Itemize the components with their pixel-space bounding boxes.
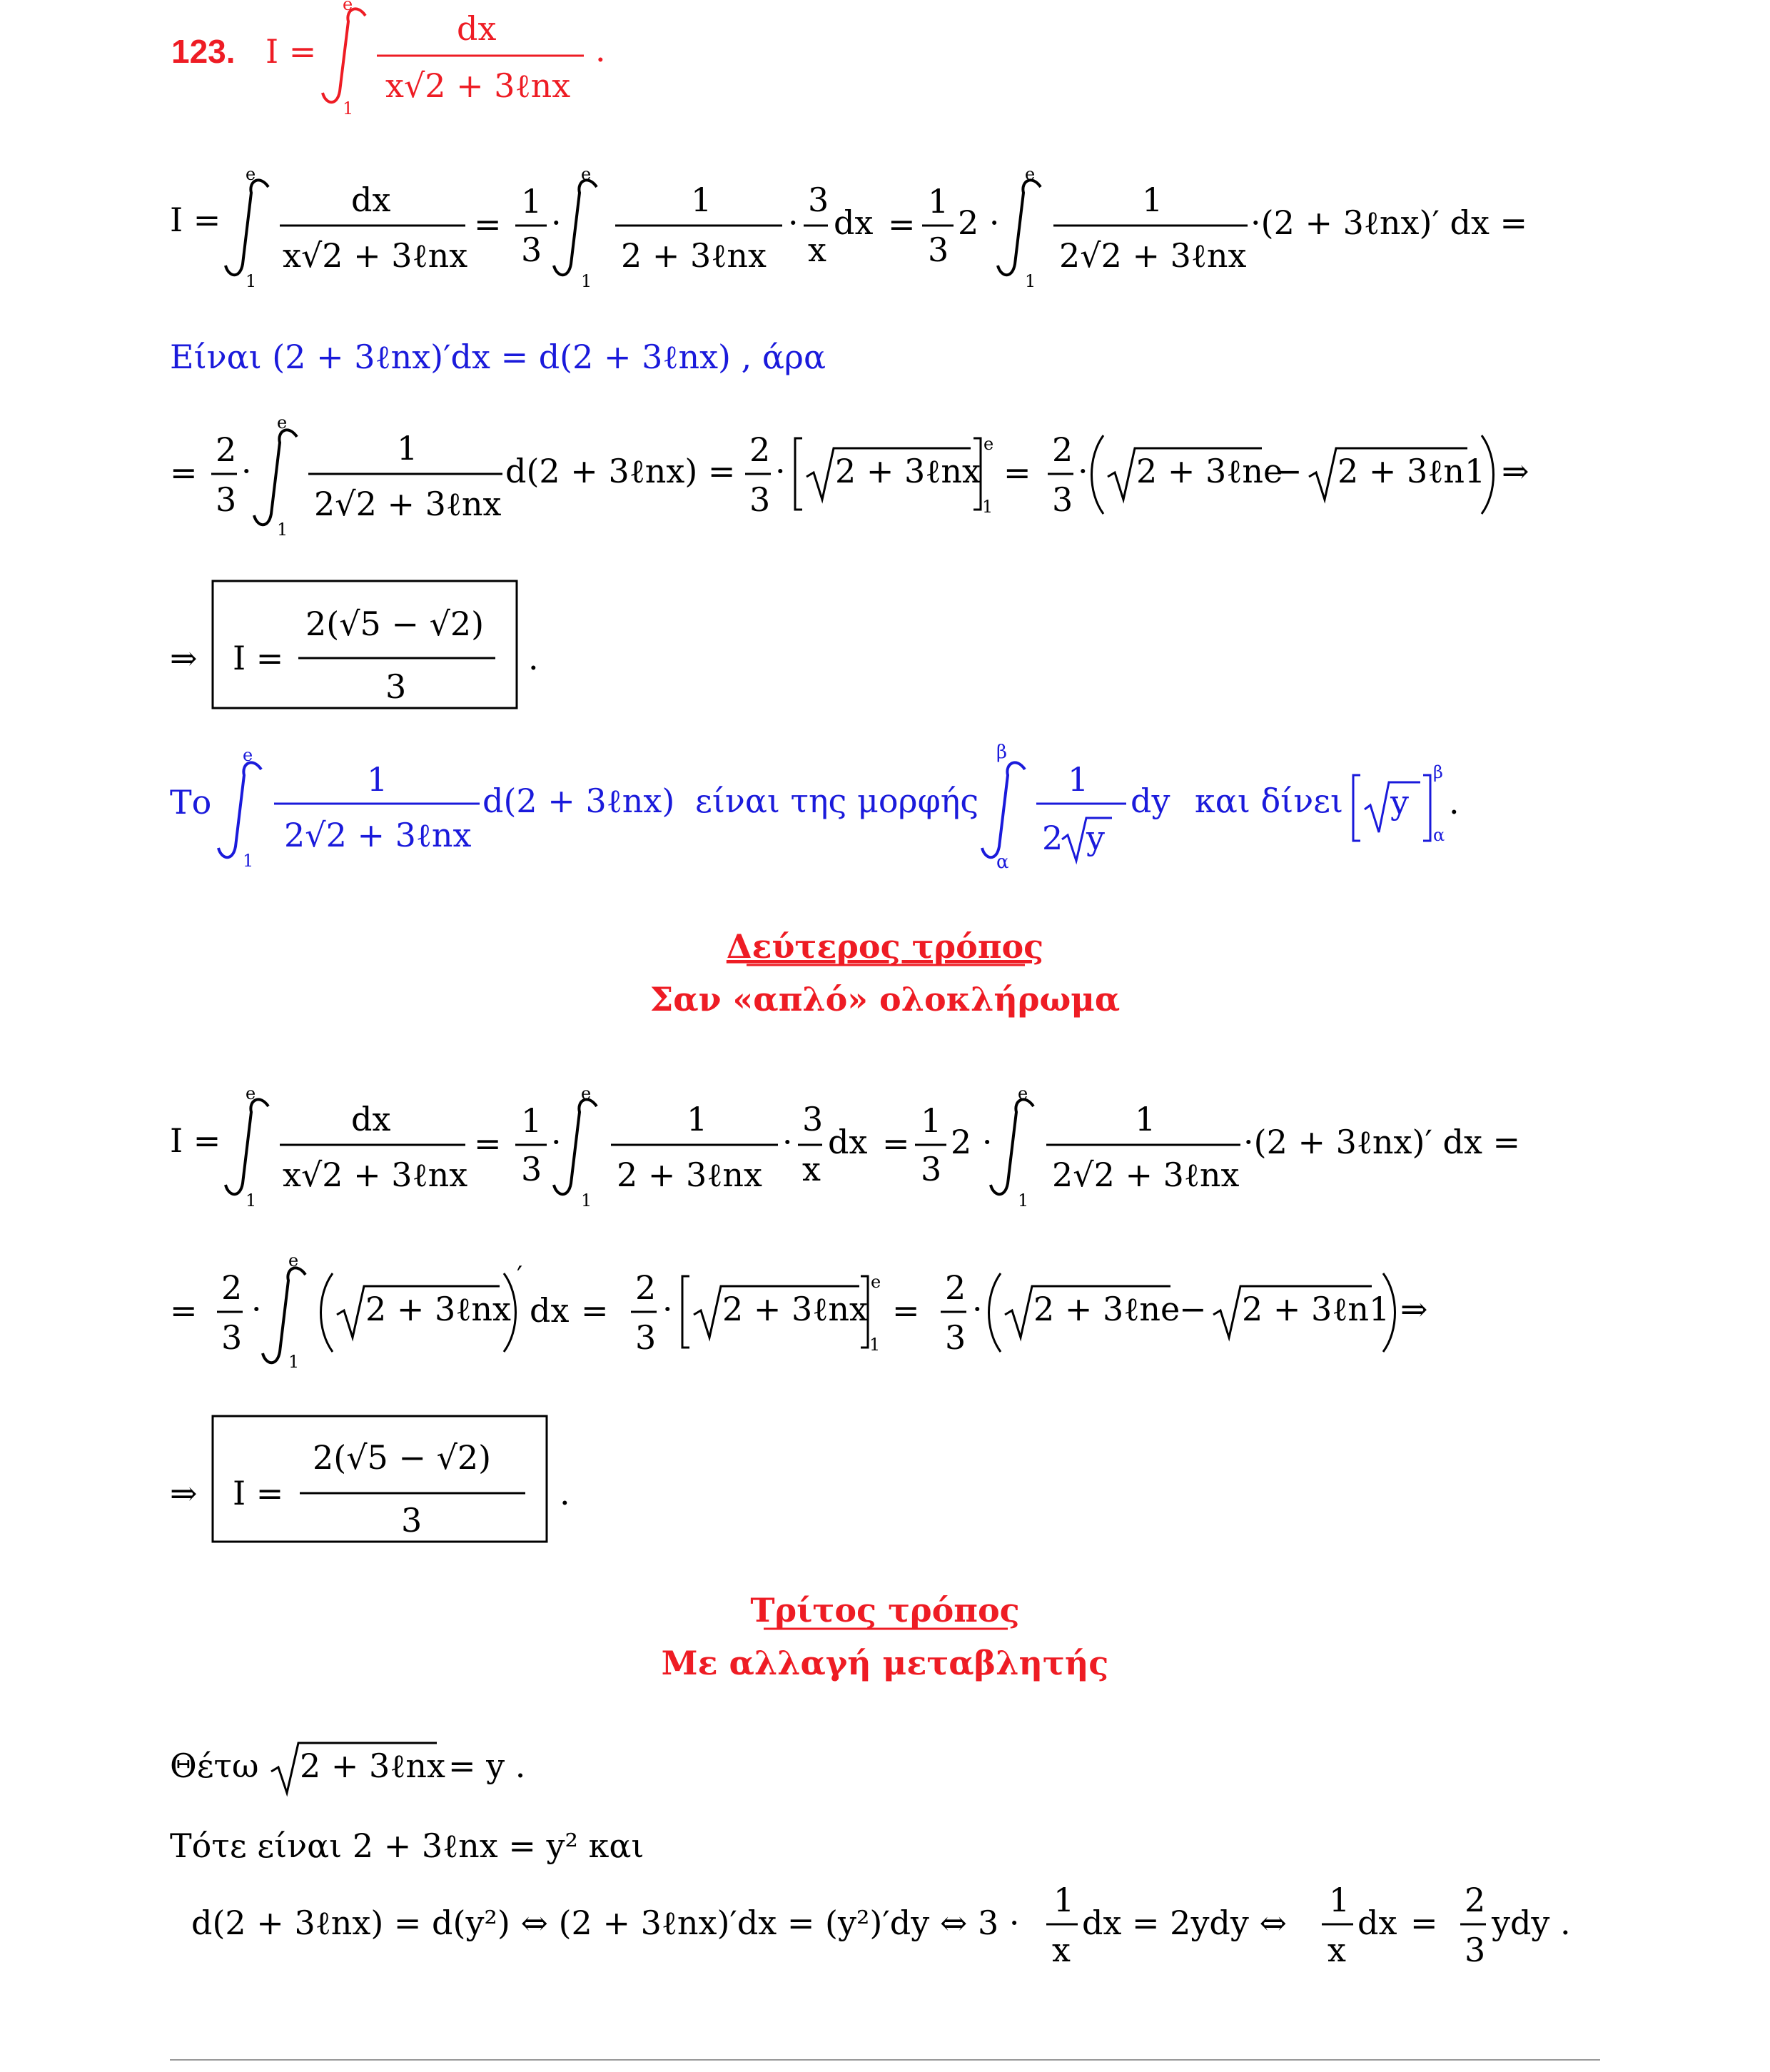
m2-l2-sqrt-body: 2 + 3ℓnx — [365, 1290, 511, 1328]
m1-l2-f4-num: 2 — [1052, 430, 1073, 469]
m1-l2-implies: ⇒ — [1502, 452, 1529, 490]
m1-l1-f1-den: x√2 + 3ℓnx — [283, 236, 468, 275]
m2-l1-eq1: = — [474, 1124, 502, 1163]
method3-heading — [662, 1591, 1109, 1682]
m3-l3-part-b: dx = 2ydy ⇔ — [1082, 1904, 1288, 1942]
m1-l1-eq1: = — [474, 205, 502, 243]
method1-line2 — [170, 413, 1529, 540]
m2-l1-f3-den: 2 + 3ℓnx — [617, 1156, 762, 1194]
method2-heading — [650, 927, 1121, 1019]
m2-l1-two-dot: 2 · — [951, 1123, 993, 1161]
method1-line1 — [170, 164, 1527, 291]
method3-subtitle: Με αλλαγή μεταβλητής — [661, 1644, 1109, 1682]
m2-l2-dot2: · — [662, 1290, 673, 1328]
m1-ans-implies: ⇒ — [170, 639, 198, 677]
m1-note2-bracket-upper: β — [1433, 762, 1443, 782]
m1-l2-sqrt-body: 2 + 3ℓnx — [835, 452, 981, 490]
m2-l1-f2-den: 3 — [521, 1150, 542, 1188]
m2-l1-int1-upper: e — [246, 1083, 256, 1103]
m1-l1-dot1: · — [551, 203, 562, 242]
m1-l2-bracket-left — [795, 438, 802, 510]
m3-l3-f3-num: 2 — [1465, 1881, 1486, 1919]
m1-l1-int2-lower: 1 — [581, 271, 592, 291]
m1-l1-two-dot: 2 · — [958, 203, 1000, 242]
m2-l2-f1-den: 3 — [221, 1318, 243, 1357]
m2-l1-int3-lower: 1 — [1018, 1191, 1029, 1211]
m1-l1-deriv: ·(2 + 3ℓnx)′ dx = — [1250, 203, 1528, 242]
m2-ans-lhs: I = — [233, 1474, 284, 1512]
m1-l2-int-upper: e — [277, 413, 288, 433]
m3-l3-f3-den: 3 — [1465, 1931, 1486, 1969]
problem-number: 123. — [171, 33, 236, 70]
m2-l2-f3-den: 3 — [945, 1318, 966, 1357]
m1-ans-num: 2(√5 − √2) — [305, 605, 485, 643]
m1-note2-int1-lower: 1 — [243, 851, 254, 871]
m1-l1-f3-num: 1 — [691, 181, 712, 219]
m1-note2-int2-lower: α — [996, 851, 1009, 873]
m2-l2-dot1: · — [251, 1290, 262, 1328]
m3-l3-part-a: d(2 + 3ℓnx) = d(y²) ⇔ (2 + 3ℓnx)′dx = (y²)′dy ⇔ 3 · — [191, 1904, 1020, 1942]
m1-l2-minus: − — [1275, 452, 1303, 490]
m2-l2-f3-num: 2 — [945, 1268, 966, 1307]
m2-l1-integral-3 — [991, 1099, 1033, 1194]
m2-l2-eq2: = — [892, 1291, 920, 1330]
m1-l2-bracket-upper: e — [983, 434, 994, 454]
m1-l1-dot2: · — [788, 203, 799, 242]
m2-l2-eq0: = — [170, 1291, 198, 1330]
m2-l2-bracket-left — [682, 1276, 689, 1348]
m1-note2-bracket-left — [1353, 775, 1360, 841]
m2-l2-paren-left — [321, 1273, 333, 1352]
method2-line1 — [170, 1083, 1520, 1211]
m2-l1-dx: dx — [828, 1123, 868, 1161]
m2-ans-den: 3 — [401, 1501, 423, 1540]
m2-l2-f2-num: 2 — [635, 1268, 657, 1307]
m2-l1-f4-num: 3 — [802, 1100, 824, 1138]
m1-l1-lhs: I = — [170, 201, 221, 239]
m1-note2-integral-2 — [982, 762, 1025, 857]
method3-title: Τρίτος τρόπος — [750, 1591, 1020, 1629]
method2-line2 — [170, 1250, 1428, 1372]
problem-lower-limit: 1 — [343, 98, 354, 118]
m2-l1-dot2: · — [782, 1123, 793, 1161]
m1-l1-f6-num: 1 — [1142, 181, 1163, 219]
m1-l2-eq0: = — [170, 453, 198, 492]
m2-l1-integral-1 — [226, 1099, 268, 1194]
m3-l3-eq: = — [1410, 1904, 1438, 1942]
m1-note2-mid: είναι της μορφής — [695, 782, 979, 820]
m3-l3-f2-num: 1 — [1329, 1881, 1350, 1919]
m2-l2-int-lower: 1 — [288, 1352, 300, 1372]
problem-upper-limit: e — [343, 0, 353, 14]
m1-l1-integral-3 — [998, 180, 1041, 275]
m2-l2-prime: ′ — [517, 1262, 523, 1291]
m2-l2-sqrt2-body: 2 + 3ℓnx — [722, 1290, 868, 1328]
m1-l1-f4-den: x — [808, 231, 826, 269]
m2-l2-bracket-upper: e — [871, 1272, 881, 1292]
problem-header — [171, 0, 606, 118]
m2-l2-paren2-left — [989, 1273, 1001, 1352]
m2-l2-sqrt-e: 2 + 3ℓne — [1033, 1290, 1180, 1328]
m3-l1-sqrt-body: 2 + 3ℓnx — [300, 1747, 445, 1785]
m2-l1-f2-num: 1 — [521, 1101, 542, 1140]
method1-note2 — [170, 742, 1460, 873]
m2-l2-implies: ⇒ — [1400, 1290, 1428, 1328]
m2-l1-f4-den: x — [802, 1150, 821, 1188]
m1-l2-f3-den: 3 — [749, 480, 771, 519]
m1-l2-darg: d(2 + 3ℓnx) = — [505, 452, 736, 490]
m1-note2-int1-upper: e — [243, 745, 253, 765]
m3-l1-suffix: = y . — [448, 1747, 526, 1785]
m1-note2-integral-1 — [218, 762, 261, 857]
m1-l1-f4-num: 3 — [808, 181, 829, 219]
m2-l1-lhs: I = — [170, 1121, 221, 1160]
m1-l2-dot3: · — [1078, 452, 1088, 490]
m3-l3-f2-den: x — [1328, 1931, 1346, 1969]
m1-ans-den: 3 — [385, 667, 407, 706]
m2-l2-dx: dx — [530, 1291, 570, 1330]
problem-integral-sign — [323, 9, 365, 102]
m1-l1-int3-upper: e — [1025, 164, 1036, 184]
m2-l1-f1-den: x√2 + 3ℓnx — [283, 1156, 468, 1194]
m1-note2-f1-num: 1 — [367, 760, 388, 799]
m1-l1-f2-num: 1 — [521, 182, 542, 221]
m2-l2-minus: − — [1179, 1290, 1207, 1328]
m1-l1-int3-lower: 1 — [1025, 271, 1036, 291]
m1-ans-lhs: I = — [233, 639, 284, 677]
m2-l1-int2-lower: 1 — [581, 1191, 592, 1211]
method3-body — [170, 1743, 1571, 1969]
m3-l3-f1-num: 1 — [1053, 1881, 1075, 1919]
m2-l1-deriv: ·(2 + 3ℓnx)′ dx = — [1243, 1123, 1521, 1161]
m3-l1-prefix: Θέτω — [170, 1747, 259, 1785]
m1-note2-bracket-y: y — [1390, 783, 1409, 822]
m1-l1-f3-den: 2 + 3ℓnx — [621, 236, 767, 275]
m1-l2-f1-num: 2 — [216, 430, 237, 469]
m1-note2-int2-upper: β — [996, 742, 1008, 763]
m2-l2-f1-num: 2 — [221, 1268, 243, 1307]
m1-l2-int-lower: 1 — [277, 520, 288, 540]
m1-ans-period: . — [528, 639, 539, 677]
m1-note2-f2-den-y: y — [1086, 819, 1105, 857]
m1-l2-paren-left — [1092, 435, 1104, 514]
m1-note2-bracket-lower: α — [1433, 825, 1445, 845]
m1-note2-to: Το — [170, 783, 212, 822]
m2-ans-num: 2(√5 − √2) — [313, 1438, 492, 1477]
m2-l2-int-upper: e — [288, 1250, 299, 1270]
m1-l1-f2-den: 3 — [521, 231, 542, 269]
method1-answer — [170, 581, 539, 708]
m1-l2-f4-den: 3 — [1052, 480, 1073, 519]
problem-denominator: x√2 + 3ℓnx — [385, 66, 571, 105]
m1-l1-dx: dx — [834, 203, 874, 242]
m2-l1-f5-num: 1 — [921, 1101, 942, 1140]
m1-l2-f1-den: 3 — [216, 480, 237, 519]
m2-l2-eq1: = — [581, 1291, 609, 1330]
m1-note2-end: και δίνει — [1195, 782, 1344, 820]
m2-l1-int3-upper: e — [1018, 1083, 1028, 1103]
m1-l1-int1-upper: e — [246, 164, 256, 184]
method2-answer — [170, 1416, 570, 1542]
m1-l1-int2-upper: e — [581, 164, 592, 184]
m1-l2-f2-den: 2√2 + 3ℓnx — [314, 485, 502, 523]
m2-l1-f6-num: 1 — [1135, 1100, 1156, 1138]
m1-l2-eq2: = — [1003, 453, 1031, 492]
m1-l2-bracket-lower: 1 — [982, 497, 993, 517]
m1-l2-f3-num: 2 — [749, 430, 771, 469]
m1-l2-sqrt-e: 2 + 3ℓne — [1136, 452, 1283, 490]
m1-l1-f5-den: 3 — [928, 231, 949, 269]
m3-l3-f1-den: x — [1052, 1931, 1071, 1969]
m2-l2-dot3: · — [972, 1290, 983, 1328]
m2-ans-period: . — [560, 1474, 570, 1512]
m3-l3-part-c: ydy . — [1492, 1904, 1571, 1942]
method2-subtitle: Σαν «απλό» ολοκλήρωμα — [649, 980, 1121, 1019]
m2-l2-integral — [263, 1268, 305, 1363]
m1-note2-dy: dy — [1131, 782, 1170, 820]
m1-l1-integral-1 — [226, 180, 268, 275]
m2-l1-f5-den: 3 — [921, 1150, 942, 1188]
m2-l1-f3-num: 1 — [687, 1100, 708, 1138]
m2-l1-int1-lower: 1 — [246, 1191, 257, 1211]
method2-title: Δεύτερος τρόπος — [726, 927, 1044, 966]
m2-l1-f6-den: 2√2 + 3ℓnx — [1052, 1156, 1240, 1194]
m1-l1-eq2: = — [888, 205, 916, 243]
m1-l1-f5-num: 1 — [928, 182, 949, 221]
m2-l1-dot1: · — [551, 1123, 562, 1161]
problem-numerator: dx — [457, 9, 497, 48]
m2-l2-f2-den: 3 — [635, 1318, 657, 1357]
problem-period: . — [595, 31, 606, 69]
m2-l2-sqrt-1: 2 + 3ℓn1 — [1242, 1290, 1390, 1328]
m2-l1-f1-num: dx — [351, 1100, 391, 1138]
m1-note2-f1-den: 2√2 + 3ℓnx — [284, 816, 472, 854]
m3-l2-text: Τότε είναι 2 + 3ℓnx = y² και — [170, 1826, 644, 1865]
m1-l2-dot1: · — [241, 452, 252, 490]
m1-note2-bracket-right — [1423, 775, 1430, 841]
m1-l1-f6-den: 2√2 + 3ℓnx — [1059, 236, 1247, 275]
m1-l1-f1-num: dx — [351, 181, 391, 219]
m1-l2-f2-num: 1 — [397, 429, 418, 468]
m1-note2-period: . — [1449, 783, 1460, 822]
m2-ans-implies: ⇒ — [170, 1474, 198, 1512]
m1-l2-sqrt-1: 2 + 3ℓn1 — [1337, 452, 1486, 490]
m1-l2-integral — [254, 430, 297, 525]
m1-l1-int1-lower: 1 — [246, 271, 257, 291]
m1-note2-darg: d(2 + 3ℓnx) — [482, 782, 675, 820]
m1-l2-dot2: · — [775, 452, 786, 490]
m2-l1-int2-upper: e — [581, 1083, 592, 1103]
problem-lhs: I = — [266, 32, 317, 71]
method1-note: Είναι (2 + 3ℓnx)′dx = d(2 + 3ℓnx) , άρα — [170, 338, 826, 376]
m2-l2-bracket-lower: 1 — [869, 1335, 881, 1355]
m3-l3-dx: dx — [1357, 1904, 1397, 1942]
m1-note2-f2-num: 1 — [1068, 760, 1089, 799]
m2-l1-eq2: = — [882, 1124, 910, 1163]
m1-note2-f2-den-two: 2 — [1042, 819, 1063, 857]
